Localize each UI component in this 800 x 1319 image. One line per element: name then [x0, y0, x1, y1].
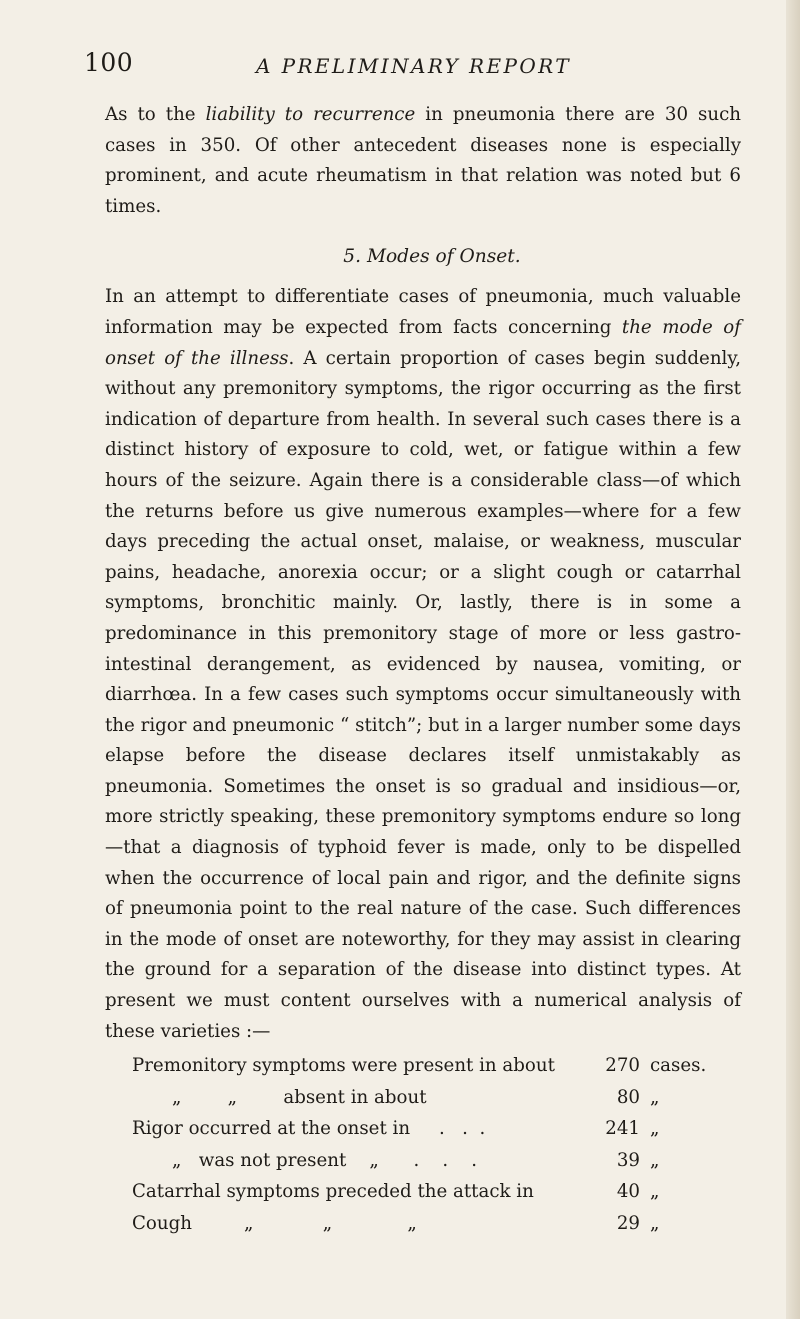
- table-row: [132, 1176, 732, 1208]
- table-row-label: Cough „ „ „: [132, 1212, 417, 1234]
- onset-text-end: . A certain proportion of cases begin suddenly, without any premonitory symptoms, the rigor occurring as the first indication of departure from health. In several such cases there is a distinct history of exposure to cold, wet, or fatigue within a few hours of the seizure. Again there is a considerable class—of which the returns before us give numerous examples—where for a few days preceding the actual onset, malaise, or weakness, muscular pains, headache, anorexia occur; or a slight cough or catarrhal symptoms, bronchitic mainly. Or, lastly, there is in some a predominance in this premonitory stage of more or less gastro-intestinal derangement, as evidenced by nausea, vomiting, or diarrhœa. In a few cases such symptoms occur simultaneously with the rigor and pneumonic “ stitch”; but in a larger number some days elapse before the disease declares itself unmistakably as pneumonia. Sometimes the onset is so gradual and insidious—or, more strictly speaking, these premonitory symptoms endure so long—that a diagnosis of typhoid fever is made, only to be dispelled when the occurrence of local pain and rigor, and the definite signs of pneumonia point to the real nature of the case. Such differences in the mode of onset are noteworthy, for they may assist in clearing the ground for a separation of the disease into distinct types. At present we must content ourselves with a numerical analysis of these varieties :—: [105, 347, 741, 1042]
- table-row-unit: cases.: [650, 1055, 707, 1076]
- table-row: [132, 1082, 732, 1114]
- table-row-unit: „: [650, 1149, 660, 1171]
- table-row-label: Rigor occurred at the onset in . . .: [132, 1118, 486, 1140]
- page-header: [84, 48, 774, 88]
- table-row: [132, 1113, 732, 1145]
- recurrence-text-start: As to the: [105, 104, 206, 125]
- paragraph-recurrence: [105, 100, 741, 222]
- table-row-unit: „: [650, 1181, 660, 1203]
- table-row-value: 40: [616, 1181, 640, 1203]
- table-row-unit: „: [650, 1212, 660, 1234]
- table-row-unit: „: [650, 1086, 660, 1108]
- table-row-label: „ „ absent in about: [172, 1086, 427, 1108]
- table-row-label: Catarrhal symptoms preceded the attack in: [132, 1181, 534, 1203]
- body-text: [105, 100, 741, 1047]
- table-row-label: „ was not present „ . . .: [172, 1149, 478, 1171]
- table-row-value: 80: [616, 1086, 640, 1108]
- table-row-value: 29: [616, 1212, 640, 1234]
- table-row-value: 270: [605, 1055, 640, 1076]
- table-row: [132, 1145, 732, 1177]
- table-row-unit: „: [650, 1118, 660, 1140]
- table-row-value: 241: [605, 1118, 640, 1140]
- table-row-label: Premonitory symptoms were present in about: [132, 1055, 555, 1076]
- table-row: [132, 1050, 732, 1082]
- table-row: [132, 1208, 732, 1240]
- running-head: A PRELIMINARY REPORT: [256, 54, 571, 78]
- recurrence-emphasis: liability to recurrence: [205, 104, 416, 125]
- onset-text-start: In an attempt to differentiate cases of pneumonia, much valuable information may be expected from facts concerning: [105, 286, 741, 338]
- recurrence-text-end: in pneumonia there are 30 such cases in 350. Of other antecedent diseases none is especially prominent, and acute rheumatism in that relation was noted but 6 times.: [105, 104, 741, 217]
- paragraph-onset: [105, 282, 741, 1047]
- page-number: 100: [84, 48, 134, 77]
- section-title: 5. Modes of Onset.: [343, 246, 521, 268]
- onset-emphasis: the mode of onset of the illness: [105, 316, 741, 369]
- table-row-value: 39: [616, 1149, 640, 1171]
- onset-table: [132, 1050, 732, 1240]
